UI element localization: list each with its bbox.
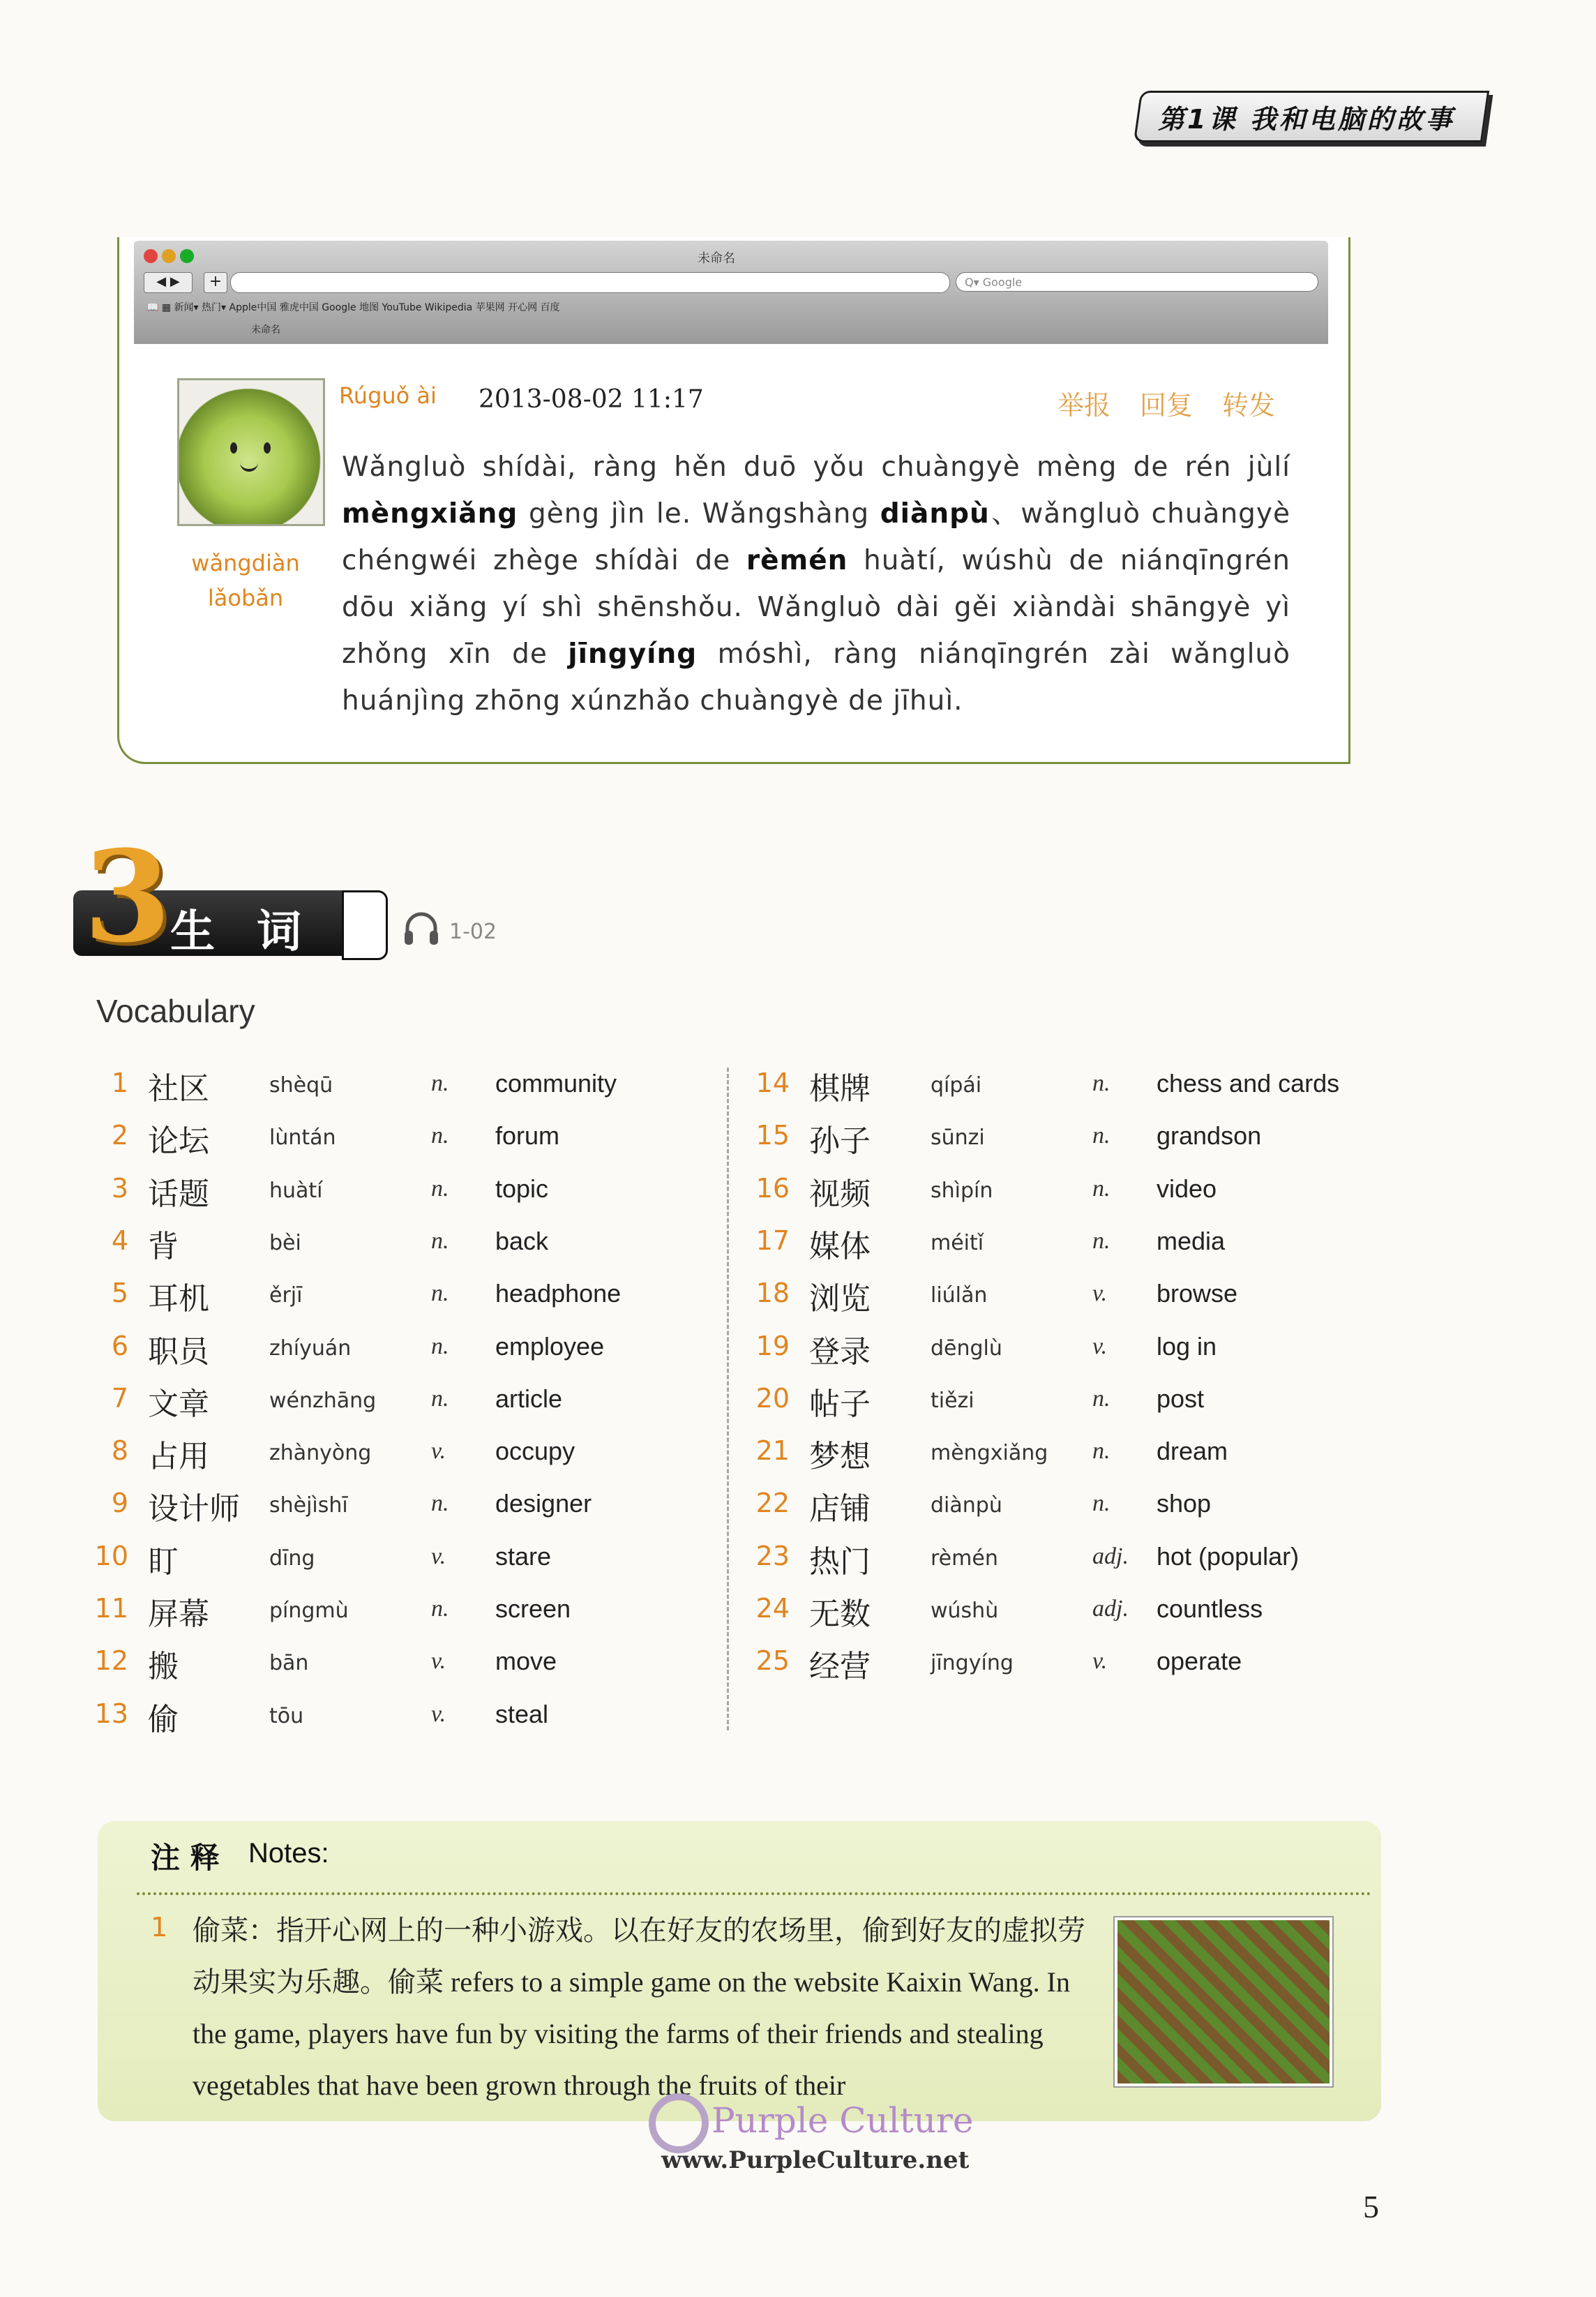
vocab-en: screen xyxy=(495,1594,571,1623)
vocab-en: log in xyxy=(1157,1331,1217,1361)
vocab-en: back xyxy=(495,1226,549,1255)
post-author[interactable]: Rúguǒ ài xyxy=(339,382,437,409)
avatar-eye-left xyxy=(230,442,237,454)
headphone-icon[interactable] xyxy=(400,907,442,949)
vocab-pos: v. xyxy=(431,1648,446,1675)
vocabulary-column-divider xyxy=(727,1068,729,1730)
watermark-url: www.PurpleCulture.net xyxy=(661,2146,970,2174)
purple-culture-logo xyxy=(649,2093,709,2153)
new-tab-button[interactable]: + xyxy=(204,272,227,293)
vocab-han: 登录 xyxy=(809,1333,871,1370)
vocab-num: 16 xyxy=(755,1172,790,1204)
notes-divider xyxy=(137,1892,1371,1895)
vocab-num: 1 xyxy=(111,1068,128,1098)
reply-link[interactable]: 回复 xyxy=(1140,390,1194,421)
vocab-han: 占用 xyxy=(148,1439,209,1475)
vocab-han: 棋牌 xyxy=(809,1071,871,1107)
vocab-en: operate xyxy=(1157,1647,1242,1676)
back-forward-button[interactable]: ◀ ▶ xyxy=(144,272,193,293)
vocab-han: 论坛 xyxy=(148,1123,209,1160)
vocab-pos: n. xyxy=(1092,1438,1111,1465)
vocab-num: 9 xyxy=(111,1488,128,1519)
vocab-pos: n. xyxy=(431,1227,449,1254)
body-text: 、wǎngluò chuàngyè chéngwéi zhège shídài de xyxy=(342,498,1291,576)
vocab-py: wénzhāng xyxy=(269,1388,377,1413)
vocab-py: ěrjī xyxy=(269,1283,303,1308)
vocab-en: chess and cards xyxy=(1157,1069,1340,1098)
vocab-num: 4 xyxy=(111,1225,128,1256)
vocab-py: tiězi xyxy=(931,1388,974,1413)
vocab-num: 14 xyxy=(755,1068,790,1098)
vocab-en: grandson xyxy=(1157,1121,1262,1151)
vocab-num: 13 xyxy=(94,1698,128,1729)
vocab-han: 浏览 xyxy=(809,1281,871,1317)
highlighted-word: jīngyíng xyxy=(568,638,698,670)
vocab-en: employee xyxy=(495,1331,605,1361)
vocab-en: browse xyxy=(1157,1279,1238,1308)
vocab-py: dēnglù xyxy=(931,1335,1002,1361)
vocab-pos: n. xyxy=(1092,1385,1111,1412)
browser-tab[interactable]: 未命名 xyxy=(251,324,280,336)
vocab-py: shèjìshī xyxy=(269,1493,348,1518)
section-title-bar-cap xyxy=(342,890,388,960)
vocab-py: jīngyíng xyxy=(931,1651,1014,1676)
vocab-py: diànpù xyxy=(931,1493,1002,1518)
report-link[interactable]: 举报 xyxy=(1057,390,1111,421)
farm-game-screenshot xyxy=(1115,1917,1332,2086)
vocab-py: qípái xyxy=(931,1073,982,1098)
avatar xyxy=(177,378,325,526)
vocab-en: move xyxy=(495,1647,557,1676)
vocab-pos: n. xyxy=(431,1333,449,1359)
vocab-pos: n. xyxy=(1092,1490,1111,1517)
vocab-num: 24 xyxy=(755,1593,790,1624)
highlighted-word: rèmén xyxy=(746,545,848,576)
vocab-py: shèqū xyxy=(269,1073,333,1098)
vocab-pos: adj. xyxy=(1092,1543,1129,1569)
vocab-py: rèmén xyxy=(931,1546,998,1571)
vocab-pos: n. xyxy=(431,1596,449,1622)
vocab-num: 18 xyxy=(755,1278,790,1309)
highlighted-word: diànpù xyxy=(880,498,990,530)
vocab-py: bān xyxy=(269,1651,309,1676)
vocab-pos: n. xyxy=(431,1385,449,1412)
vocab-han: 经营 xyxy=(809,1649,871,1685)
page-number: 5 xyxy=(1363,2189,1379,2224)
body-text: gèng jìn le. Wǎngshàng xyxy=(518,498,880,530)
vocab-pos: v. xyxy=(431,1543,446,1569)
vocab-en: designer xyxy=(495,1489,592,1518)
avatar-eye-right xyxy=(264,442,271,454)
vocab-han: 屏幕 xyxy=(148,1596,209,1632)
vocab-han: 文章 xyxy=(148,1386,209,1422)
vocab-han: 耳机 xyxy=(148,1281,209,1317)
vocab-han: 梦想 xyxy=(809,1439,871,1475)
vocab-en: article xyxy=(495,1384,563,1413)
vocab-han: 视频 xyxy=(809,1176,871,1212)
body-text: Wǎngluò shídài, ràng hěn duō yǒu chuàngyè mèng de rén jùlí xyxy=(342,451,1290,483)
vocab-pos: n. xyxy=(431,1070,449,1096)
vocab-num: 17 xyxy=(755,1225,790,1256)
vocab-en: hot (popular) xyxy=(1157,1541,1300,1571)
close-icon[interactable] xyxy=(144,249,158,263)
vocab-num: 2 xyxy=(111,1120,128,1151)
vocab-en: forum xyxy=(495,1121,560,1151)
vocab-en: headphone xyxy=(495,1279,622,1308)
vocab-en: countless xyxy=(1157,1594,1263,1623)
vocab-num: 22 xyxy=(755,1488,790,1519)
vocab-py: tōu xyxy=(269,1703,304,1728)
vocab-py: shìpín xyxy=(931,1178,993,1203)
browser-window-title: 未命名 xyxy=(698,251,735,266)
vocab-en: video xyxy=(1157,1174,1217,1203)
note-number: 1 xyxy=(151,1912,168,1943)
vocab-num: 20 xyxy=(755,1382,790,1414)
side-note xyxy=(190,546,301,615)
vocab-en: post xyxy=(1157,1384,1205,1413)
vocab-pos: v. xyxy=(431,1438,446,1465)
address-bar[interactable] xyxy=(230,272,950,293)
vocab-han: 热门 xyxy=(809,1543,871,1580)
vocab-py: zhànyòng xyxy=(269,1441,372,1466)
vocab-en: topic xyxy=(495,1174,549,1203)
vocab-han: 搬 xyxy=(148,1649,179,1685)
vocab-py: píngmù xyxy=(269,1599,349,1623)
vocab-en: dream xyxy=(1157,1437,1228,1466)
watermark-brand: Purple Culture xyxy=(712,2100,974,2141)
vocab-py: dīng xyxy=(269,1546,315,1571)
vocab-py: wúshù xyxy=(931,1599,999,1623)
vocab-num: 8 xyxy=(111,1435,128,1467)
vocab-num: 21 xyxy=(755,1435,790,1467)
vocab-py: huàtí xyxy=(269,1178,323,1203)
lesson-title: 第1课 我和电脑的故事 xyxy=(1158,104,1455,135)
vocab-han: 无数 xyxy=(809,1596,871,1632)
vocab-han: 设计师 xyxy=(148,1491,240,1527)
vocab-pos: v. xyxy=(1092,1280,1108,1307)
vocab-pos: n. xyxy=(431,1490,449,1517)
vocab-py: liúlǎn xyxy=(931,1283,988,1308)
vocab-py: zhíyuán xyxy=(269,1335,352,1361)
vocab-pos: v. xyxy=(431,1700,446,1727)
vocab-han: 职员 xyxy=(148,1333,209,1370)
vocab-en: media xyxy=(1157,1226,1226,1255)
forward-link[interactable]: 转发 xyxy=(1222,390,1276,421)
vocab-py: sūnzi xyxy=(931,1125,985,1151)
vocab-num: 10 xyxy=(94,1540,128,1571)
vocab-pos: n. xyxy=(431,1280,449,1307)
vocab-han: 店铺 xyxy=(809,1491,871,1527)
vocab-pos: n. xyxy=(1092,1175,1111,1202)
audio-track-number: 1-02 xyxy=(449,920,497,944)
vocab-py: lùntán xyxy=(269,1125,336,1151)
vocab-py: méitǐ xyxy=(931,1230,984,1255)
vocab-num: 5 xyxy=(111,1278,128,1309)
notes-label-en: Notes: xyxy=(248,1838,329,1869)
vocab-en: shop xyxy=(1157,1489,1212,1518)
vocab-num: 11 xyxy=(94,1593,128,1624)
vocab-en: steal xyxy=(495,1699,549,1728)
vocab-num: 15 xyxy=(755,1120,790,1151)
vocab-han: 帖子 xyxy=(809,1386,871,1422)
vocab-num: 25 xyxy=(755,1645,790,1677)
notes-label-cn: 注 释 xyxy=(151,1841,220,1875)
post-date: 2013-08-02 11:17 xyxy=(479,385,704,414)
section-title: 生词 xyxy=(170,906,343,958)
vocab-pos: n. xyxy=(431,1175,449,1202)
vocab-pos: v. xyxy=(1092,1333,1108,1359)
body-text: huàtí, wúshù de niánqīngrén dōu xiǎng yí shì shēnshǒu. Wǎngluò dài gěi xiàndài shāngyè yì zhǒng xīn de xyxy=(342,545,1290,670)
vocab-pos: adj. xyxy=(1092,1596,1129,1622)
side-note-line: wǎngdiàn xyxy=(191,550,300,576)
search-input[interactable]: Q▾ Google xyxy=(956,272,1318,292)
vocab-pos: n. xyxy=(1092,1070,1111,1096)
side-note-line: lǎobǎn xyxy=(207,585,284,611)
section-number: 3 xyxy=(84,823,172,971)
vocab-num: 6 xyxy=(111,1330,128,1361)
vocab-han: 话题 xyxy=(148,1176,209,1212)
vocab-en: stare xyxy=(495,1541,552,1571)
vocab-han: 媒体 xyxy=(809,1228,871,1264)
vocab-en: occupy xyxy=(495,1437,575,1466)
vocab-num: 12 xyxy=(94,1645,128,1677)
vocab-pos: n. xyxy=(1092,1123,1111,1149)
vocab-num: 19 xyxy=(755,1330,790,1361)
vocab-py: mèngxiǎng xyxy=(931,1441,1048,1466)
vocab-en: community xyxy=(495,1069,617,1098)
bookmarks-bar[interactable]: 📖 ▦ 新闻▾ 热门▾ Apple中国 雅虎中国 Google 地图 YouTube Wikipedia 苹果网 开心网 百度 xyxy=(146,302,560,313)
vocab-py: bèi xyxy=(269,1230,301,1255)
vocab-han: 孙子 xyxy=(809,1123,871,1160)
highlighted-word: mèngxiǎng xyxy=(342,498,518,530)
body-text: móshì, ràng niánqīngrén zài wǎngluò huánjìng zhōng xúnzhǎo chuàngyè de jīhuì. xyxy=(342,638,1290,717)
vocab-han: 盯 xyxy=(148,1543,179,1580)
vocabulary-heading: Vocabulary xyxy=(96,993,255,1029)
post-body xyxy=(342,444,1290,724)
vocab-pos: v. xyxy=(1092,1648,1108,1675)
vocab-num: 3 xyxy=(111,1172,128,1204)
vocab-num: 7 xyxy=(111,1382,128,1414)
note-text: 偷菜：指开心网上的一种小游戏。以在好友的农场里，偷到好友的虚拟劳动果实为乐趣。偷菜 refers to a simple game on the website Kaixin Wang. In the game, players have fun by visiting the farms of their friends and stealing vegetables that have been grown through the fruits of their xyxy=(193,1915,1085,2101)
vocab-pos: n. xyxy=(1092,1227,1111,1254)
vocab-han: 背 xyxy=(148,1228,179,1264)
zoom-icon[interactable] xyxy=(180,249,194,263)
vocab-han: 偷 xyxy=(148,1701,179,1737)
vocab-pos: n. xyxy=(431,1123,449,1149)
vocab-han: 社区 xyxy=(148,1071,209,1107)
minimize-icon[interactable] xyxy=(162,249,176,263)
vocab-num: 23 xyxy=(755,1540,790,1571)
